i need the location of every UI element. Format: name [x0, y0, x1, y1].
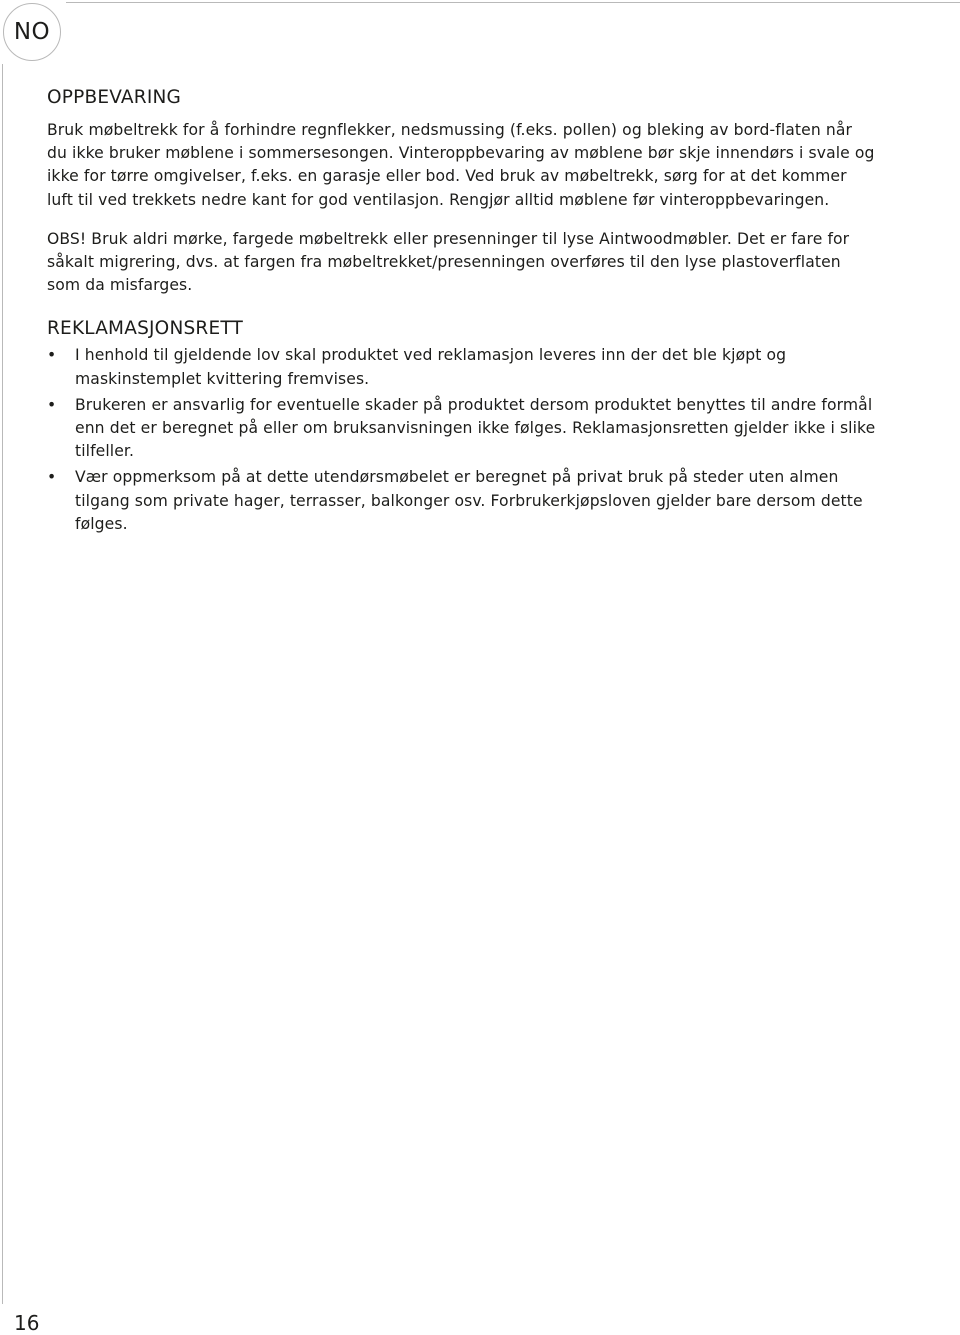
list-item-text: Brukeren er ansvarlig for eventuelle skader på produktet dersom produktet benyttes til andre formål enn det er beregnet på eller om bruksanvisningen ikke følges. Reklamasjonsretten gjelder ikke i slike tilfeller.: [75, 395, 876, 461]
main-content: [47, 86, 877, 539]
storage-note: OBS! Bruk aldri mørke, fargede møbeltrekk eller presenninger til lyse Aintwoodmøbler. Det er fare for såkalt migrering, dvs. at fargen fra møbeltrekket/presenningen overføres til den lyse plastoverflaten som da misfarges.: [47, 229, 850, 295]
bullet-icon: •: [47, 468, 57, 487]
list-item-text: Vær oppmerksom på at dette utendørsmøbelet er beregnet på privat bruk på steder uten almen tilgang som private hager, terrasser, balkonger osv. Forbrukerkjøpsloven gjelder bare dersom dette følges.: [75, 468, 863, 533]
complaints-heading: REKLAMASJONSRETT: [47, 318, 244, 340]
list-item: [47, 466, 877, 536]
list-item-text: I henhold til gjeldende lov skal produktet ved reklamasjon leveres inn der det ble kjøpt og maskinstemplet kvittering fremvises.: [75, 346, 787, 388]
page-number: 16: [14, 1311, 40, 1335]
complaints-list: [47, 344, 877, 536]
page-border-left: [2, 64, 3, 1304]
page-border-top: [66, 2, 960, 3]
bullet-icon: •: [47, 346, 57, 365]
storage-heading: OPPBEVARING: [47, 87, 182, 108]
language-code: NO: [13, 19, 51, 45]
storage-paragraph: Bruk møbeltrekk for å forhindre regnflekker, nedsmussing (f.eks. pollen) og bleking av bord-flaten når du ikke bruker møblene i sommersesongen. Vinteroppbevaring av møblene bør skje innendørs i svale og ikke for tørre omgivelser, f.eks. en garasje eller bod. Ved bruk av møbeltrekk, sørg for at det kommer luft til ved trekkets nedre kant for god ventilasjon. Rengjør alltid møblene før vinteroppbevaringen.: [47, 121, 875, 209]
list-item: [47, 344, 877, 390]
complaints-section: [47, 317, 877, 536]
language-badge: [3, 3, 61, 61]
bullet-icon: •: [47, 395, 57, 414]
storage-section: [47, 86, 877, 297]
list-item: [47, 394, 877, 464]
